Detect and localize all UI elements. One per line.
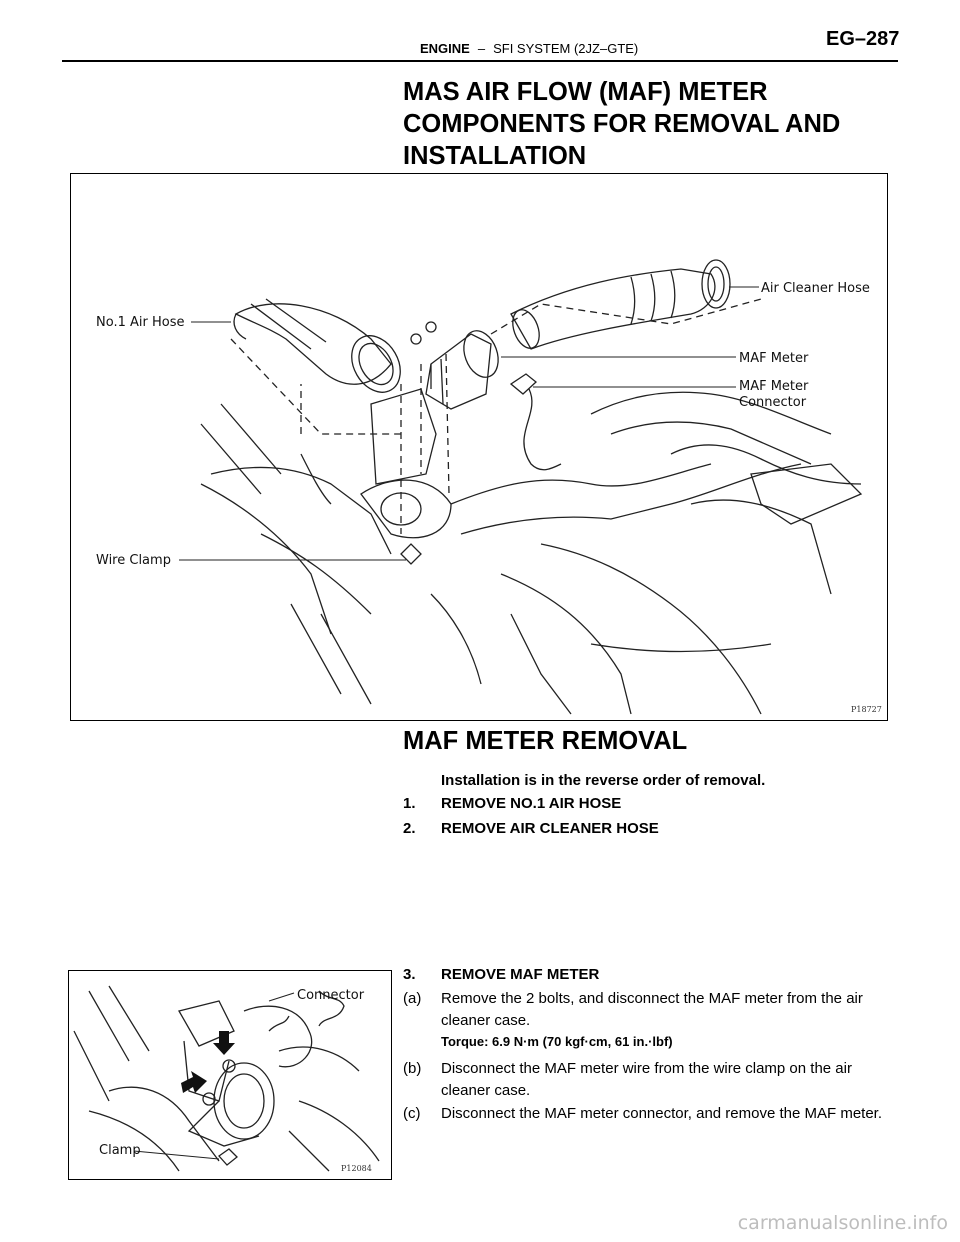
maf-removal-figure bbox=[68, 970, 392, 1180]
components-title-line-1: MAS AIR FLOW (MAF) METER bbox=[403, 78, 768, 106]
header-section bbox=[420, 41, 638, 56]
installation-note: Installation is in the reverse order of removal. bbox=[441, 772, 766, 789]
maf-connector-drawing bbox=[511, 374, 561, 470]
substep-c bbox=[403, 1103, 883, 1125]
maf-removal-illustration bbox=[69, 971, 390, 1178]
substep-b-text: Disconnect the MAF meter wire from the wire clamp on the air cleaner case. bbox=[441, 1060, 852, 1099]
removal-title: MAF METER REMOVAL bbox=[403, 727, 688, 755]
figure1-code: P18727 bbox=[851, 705, 882, 714]
label-maf-meter: MAF Meter bbox=[739, 351, 809, 366]
header-subsection: SFI SYSTEM (2JZ–GTE) bbox=[493, 41, 639, 56]
step-1-num: 1. bbox=[403, 795, 416, 812]
label-maf-meter-connector-1: MAF Meter bbox=[739, 379, 809, 394]
components-illustration bbox=[71, 174, 886, 719]
step-3-text: REMOVE MAF METER bbox=[441, 966, 600, 983]
substep-c-text: Disconnect the MAF meter connector, and remove the MAF meter. bbox=[441, 1105, 883, 1122]
label-wire-clamp: Wire Clamp bbox=[96, 553, 171, 568]
components-title-line-2: COMPONENTS FOR REMOVAL AND bbox=[403, 110, 841, 138]
engine-bay-drawing bbox=[201, 389, 861, 714]
step-1-text: REMOVE NO.1 AIR HOSE bbox=[441, 795, 622, 812]
label-no1-air-hose: No.1 Air Hose bbox=[96, 315, 185, 330]
label-connector: Connector bbox=[297, 988, 365, 1003]
components-figure bbox=[70, 173, 888, 721]
components-title-line-3: INSTALLATION bbox=[403, 142, 587, 170]
step-2-num: 2. bbox=[403, 820, 416, 837]
substep-b bbox=[403, 1058, 883, 1102]
watermark: carmanualsonline.info bbox=[737, 1212, 948, 1234]
header-rule bbox=[62, 60, 898, 62]
components-title bbox=[403, 76, 840, 172]
page-number: EG–287 bbox=[826, 28, 900, 50]
substep-a-num: (a) bbox=[403, 990, 422, 1007]
substep-c-num: (c) bbox=[403, 1105, 421, 1122]
maf-meter-drawing bbox=[411, 322, 504, 409]
substep-b-num: (b) bbox=[403, 1060, 422, 1077]
header-section-name: ENGINE bbox=[420, 41, 470, 56]
step-3-num: 3. bbox=[403, 966, 416, 983]
step-2-text: REMOVE AIR CLEANER HOSE bbox=[441, 820, 659, 837]
label-maf-meter-connector-2: Connector bbox=[739, 395, 807, 410]
no1-air-hose-drawing bbox=[234, 299, 410, 401]
figure2-code: P12084 bbox=[341, 1164, 372, 1173]
assembly-lines bbox=[231, 299, 761, 534]
substep-a-text: Remove the 2 bolts, and disconnect the MAF meter from the air cleaner case. bbox=[441, 990, 863, 1029]
label-clamp: Clamp bbox=[99, 1143, 141, 1158]
header-dash: – bbox=[477, 41, 486, 56]
torque-spec: Torque: 6.9 N·m (70 kgf·cm, 61 in.·lbf) bbox=[441, 1034, 673, 1049]
air-cleaner-hose-drawing bbox=[508, 260, 730, 352]
substep-a bbox=[403, 988, 883, 1032]
leader-lines-2 bbox=[134, 993, 294, 1159]
bolt-arrows bbox=[181, 1031, 235, 1093]
label-air-cleaner-hose: Air Cleaner Hose bbox=[761, 281, 870, 296]
